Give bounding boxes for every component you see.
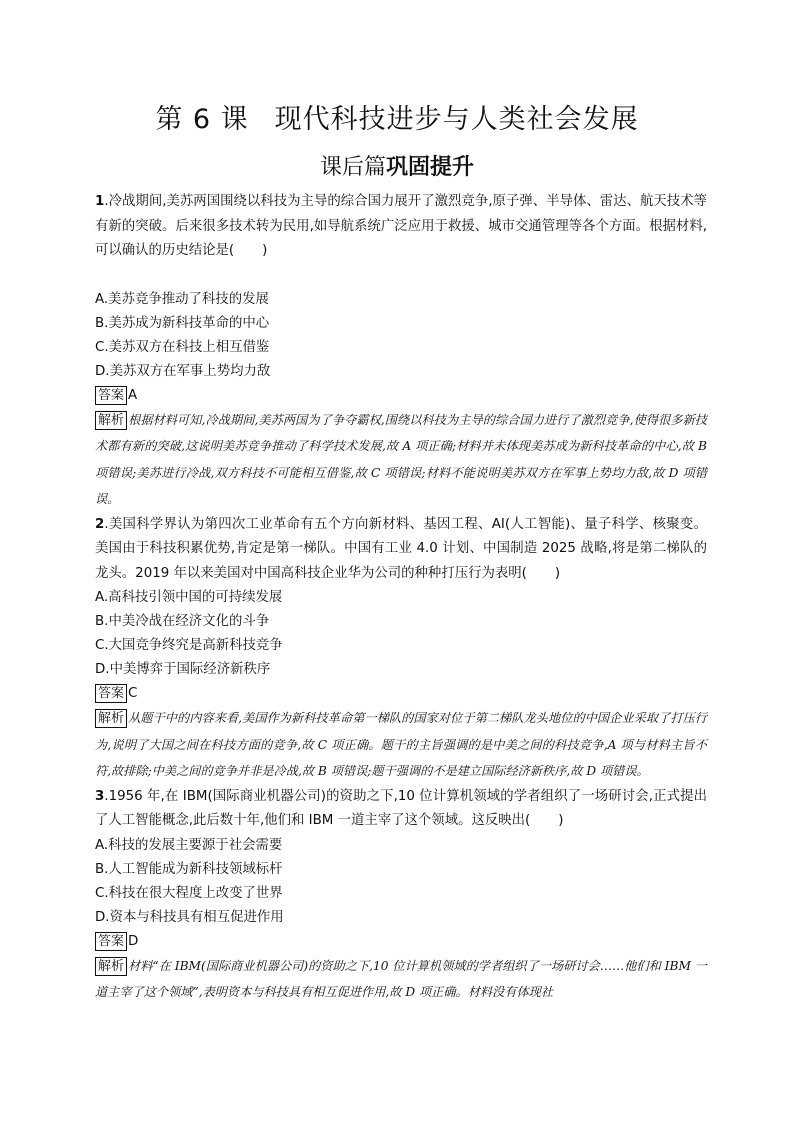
- analysis-text: 解析 材料“在 IBM(国际商业机器公司)的资助之下,10 位计算机领域的学者组织了一场研讨会……他们和 IBM 一道主宰了这个领域”,表明资本与科技具有相互促进作用,故 D 项正确。材料没有体现社: [95, 958, 707, 999]
- analysis-tag: 解析: [95, 709, 127, 728]
- option-b: B.中美冷战在经济文化的斗争: [95, 614, 270, 629]
- question-number: 2: [95, 516, 105, 532]
- option-d: D.中美博弈于国际经济新秩序: [95, 662, 271, 677]
- page-title: [0, 100, 794, 140]
- page-subtitle: [0, 150, 794, 186]
- option-d: D.美苏双方在军事上势均力敌: [95, 363, 271, 379]
- lesson-topic: 现代科技进步与人类社会发展: [274, 104, 639, 135]
- answer-tag: 答案: [95, 684, 127, 703]
- option-c: C.美苏双方在科技上相互借鉴: [95, 339, 270, 355]
- question-stem: 1.冷战期间,美苏两国围绕以科技为主导的综合国力展开了激烈竞争,原子弹、半导体、雷达、航天技术等有新的突破。后来很多技术转为民用,如导航系统广泛应用于救援、城市交通管理等各个方面。根据材料,可以确认的历史结论是( ): [95, 194, 707, 258]
- question-number: 1: [95, 194, 105, 209]
- answer-value: C: [128, 686, 138, 701]
- option-a: A.美苏竞争推动了科技的发展: [95, 291, 269, 307]
- question-list: [95, 190, 707, 1006]
- option-c: C.科技在很大程度上改变了世界: [95, 885, 283, 901]
- analysis-text: 解析 从题干中的内容来看,美国作为新科技革命第一梯队的国家对位于第二梯队龙头地位的中国企业采取了打压行为,说明了大国之间在科技方面的竞争,故 C 项正确。题干的主旨强调的是中美之间的科技竞争,A 项与材料主旨不符,故排除;中美之间的竞争并非是冷战,故 B 项错误;题干强调的不是建立国际经济新秩序,故 D 项错误。: [95, 711, 707, 778]
- answer-line: [95, 385, 707, 407]
- question-block-2: [95, 513, 707, 785]
- analysis-tag: 解析: [95, 411, 127, 430]
- answer-tag: 答案: [95, 932, 127, 951]
- answer-value: A: [128, 387, 138, 403]
- question-block-1: [95, 190, 707, 513]
- question-number: 3: [95, 788, 105, 804]
- option-d: D.资本与科技具有相互促进作用: [95, 909, 284, 925]
- option-c: C.大国竞争终究是高新科技竞争: [95, 638, 283, 653]
- subtitle-normal: 课后篇: [319, 155, 386, 180]
- answer-line: [95, 931, 707, 953]
- question-stem: 2.美国科学界认为第四次工业革命有五个方向新材料、基因工程、AI(人工智能)、量子科学、核聚变。美国由于科技积累优势,肯定是第一梯队。中国有工业 4.0 计划、中国制造 2025 战略,将是第二梯队的龙头。2019 年以来美国对中国高科技企业华为公司的种种打压行为表明( ): [95, 516, 707, 581]
- answer-value: D: [128, 933, 139, 949]
- subtitle-bold: 巩固提升: [386, 155, 475, 180]
- option-b: B.美苏成为新科技革命的中心: [95, 315, 270, 331]
- answer-line: [95, 683, 707, 705]
- option-a: A.高科技引领中国的可持续发展: [95, 590, 283, 605]
- question-stem: 3.1956 年,在 IBM(国际商业机器公司)的资助之下,10 位计算机领域的学者组织了一场研讨会,正式提出了人工智能概念,此后数十年,他们和 IBM 一道主宰了这个领域。这反映出( ): [95, 788, 707, 828]
- question-block-3: [95, 785, 707, 1006]
- lesson-number: 第 6 课: [155, 104, 249, 135]
- analysis-tag: 解析: [95, 957, 127, 976]
- option-b: B.人工智能成为新科技领域标杆: [95, 861, 283, 877]
- analysis-text: 解析 根据材料可知,冷战期间,美苏两国为了争夺霸权,围绕以科技为主导的综合国力进行了激烈竞争,使得很多新技术都有新的突破,这说明美苏竞争推动了科学技术发展,故 A 项正确;材料并未体现美苏成为新科技革命的中心,故 B 项错误;美苏进行冷战,双方科技不可能相互借鉴,故 C 项错误;材料不能说明美苏双方在军事上势均力敌,故 D 项错误。: [95, 412, 707, 506]
- option-a: A.科技的发展主要源于社会需要: [95, 837, 283, 853]
- answer-tag: 答案: [95, 386, 127, 405]
